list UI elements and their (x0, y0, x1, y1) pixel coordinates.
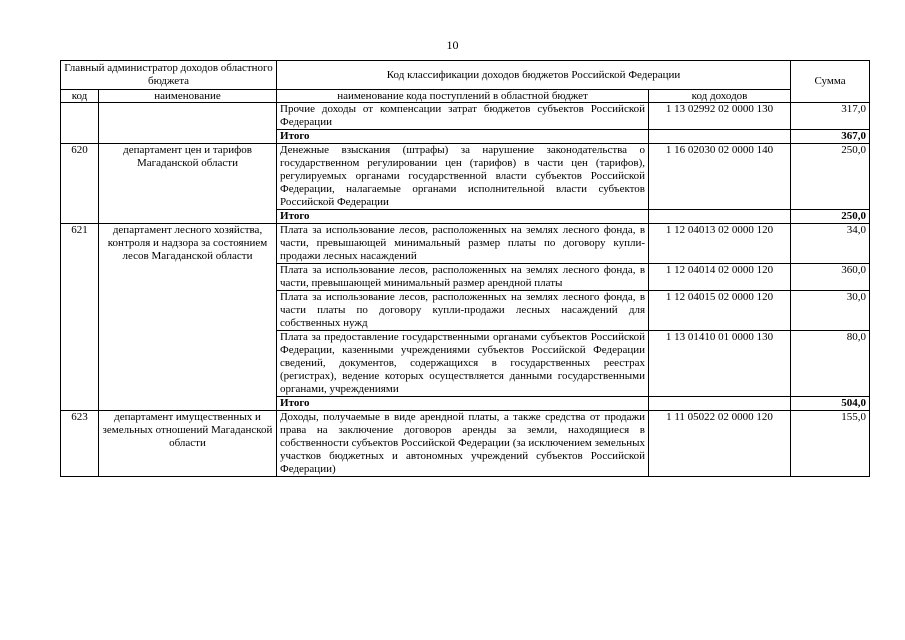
income-code: 1 12 04014 02 0000 120 (649, 264, 791, 291)
admin-code: 621 (61, 224, 99, 411)
income-sum: 34,0 (791, 224, 870, 264)
income-description: Доходы, получаемые в виде арендной платы, а также средства от продажи права на заключение договоров аренды за земли, находящиеся в собственности субъектов Российской Федерации (за исключением земельных участков бюджетных и автономных учреждений субъектов Российской Федерации) (277, 411, 649, 477)
table-row (61, 103, 870, 130)
table-row (61, 411, 870, 477)
table-row (61, 144, 870, 210)
income-description: Плата за использование лесов, расположенных на землях лесного фонда, в части, превышающей минимальный размер арендной платы (277, 264, 649, 291)
income-code: 1 12 04015 02 0000 120 (649, 291, 791, 331)
income-description: Плата за предоставление государственными органами субъектов Российской Федерации, казенными учреждениями субъектов Российской Федерации сведений, документов, содержащихся в государственных реестрах (регистрах), ведение которых осуществляется данными государственными органами, учреждениями (277, 331, 649, 397)
total-label: Итого (277, 130, 649, 144)
income-code: 1 12 04013 02 0000 120 (649, 224, 791, 264)
income-code: 1 16 02030 02 0000 140 (649, 144, 791, 210)
income-code: 1 13 02992 02 0000 130 (649, 103, 791, 130)
total-sum: 250,0 (791, 210, 870, 224)
header-code: код (61, 90, 99, 103)
income-sum: 250,0 (791, 144, 870, 210)
admin-name: департамент цен и тарифов Магаданской области (99, 144, 277, 224)
header-admin-group: Главный администратор доходов областного бюджета (61, 61, 277, 90)
income-sum: 155,0 (791, 411, 870, 477)
header-sum: Сумма (791, 61, 870, 103)
total-label: Итого (277, 210, 649, 224)
total-code-empty (649, 397, 791, 411)
total-label: Итого (277, 397, 649, 411)
total-code-empty (649, 210, 791, 224)
revenue-table (60, 60, 870, 477)
total-sum: 504,0 (791, 397, 870, 411)
income-description: Плата за использование лесов, расположенных на землях лесного фонда, в части платы по договору купли-продажи лесных насаждений для собственных нужд (277, 291, 649, 331)
income-code: 1 13 01410 01 0000 130 (649, 331, 791, 397)
income-sum: 317,0 (791, 103, 870, 130)
income-description: Плата за использование лесов, расположенных на землях лесного фонда, в части, превышающей минимальный размер платы по договору купли-продажи лесных насаждений (277, 224, 649, 264)
total-sum: 367,0 (791, 130, 870, 144)
admin-name: департамент имущественных и земельных отношений Магаданской области (99, 411, 277, 477)
total-code-empty (649, 130, 791, 144)
header-name: наименование (99, 90, 277, 103)
income-sum: 80,0 (791, 331, 870, 397)
table-row (61, 224, 870, 264)
admin-name (99, 103, 277, 144)
table-body (61, 103, 870, 477)
income-description: Денежные взыскания (штрафы) за нарушение законодательства о государственном регулировании цен (тарифов) в части цен (тарифов), регулируемых органами государственной власти субъектов Российской Федерации, налагаемые органами исполнительной власти субъектов Российской Федерации (277, 144, 649, 210)
header-income-name: наименование кода поступлений в областной бюджет (277, 90, 649, 103)
income-sum: 30,0 (791, 291, 870, 331)
income-description: Прочие доходы от компенсации затрат бюджетов субъектов Российской Федерации (277, 103, 649, 130)
admin-code: 620 (61, 144, 99, 224)
income-sum: 360,0 (791, 264, 870, 291)
page-number: 10 (446, 38, 459, 52)
income-code: 1 11 05022 02 0000 120 (649, 411, 791, 477)
admin-code: 623 (61, 411, 99, 477)
header-classification-group: Код классификации доходов бюджетов Российской Федерации (277, 61, 791, 90)
header-income-code: код доходов (649, 90, 791, 103)
admin-code (61, 103, 99, 144)
admin-name: департамент лесного хозяйства, контроля и надзора за состоянием лесов Магаданской области (99, 224, 277, 411)
